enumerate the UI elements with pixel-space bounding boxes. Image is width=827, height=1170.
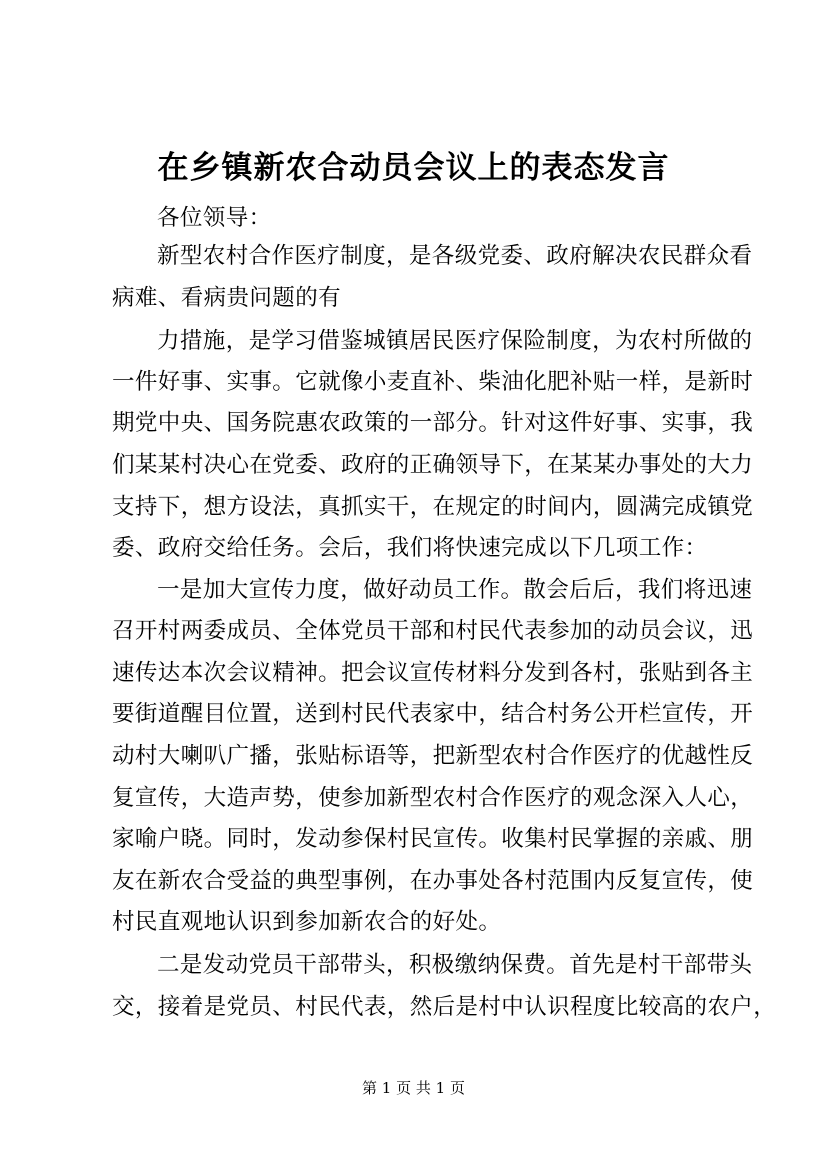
paragraph-line: 友在新农合受益的典型事例，在办事处各村范围内反复宣传，使	[112, 868, 754, 894]
paragraph-line: 一件好事、实事。它就像小麦直补、柴油化肥补贴一样，是新时	[112, 369, 754, 395]
page-footer: 第 1 页 共 1 页	[362, 1079, 465, 1097]
paragraph-line: 复宣传，大造声势，使参加新型农村合作医疗的观念深入人心，	[112, 785, 754, 811]
paragraph-line: 委、政府交给任务。会后，我们将快速完成以下几项工作：	[112, 535, 708, 561]
paragraph-line: 们某某村决心在党委、政府的正确领导下，在某某办事处的大力	[112, 452, 754, 478]
paragraph-line: 病难、看病贵问题的有	[112, 285, 342, 311]
paragraph-line: 速传达本次会议精神。把会议宣传材料分发到各村，张贴到各主	[112, 660, 754, 686]
paragraph-line: 交，接着是党员、村民代表，然后是村中认识程度比较高的农户，	[112, 994, 777, 1020]
salutation: 各位领导：	[157, 205, 272, 231]
paragraph-line: 动村大喇叭广播，张贴标语等，把新型农村合作医疗的优越性反	[112, 743, 754, 769]
paragraph-line: 村民直观地认识到参加新农合的好处。	[112, 909, 502, 935]
paragraph-line: 二是发动党员干部带头，积极缴纳保费。首先是村干部带头	[157, 952, 753, 978]
paragraph-line: 召开村两委成员、全体党员干部和村民代表参加的动员会议，迅	[112, 618, 754, 644]
paragraph-line: 家喻户晓。同时，发动参保村民宣传。收集村民掌握的亲戚、朋	[112, 826, 754, 852]
paragraph-line: 一是加大宣传力度，做好动员工作。散会后后，我们将迅速	[157, 577, 753, 603]
paragraph-line: 力措施，是学习借鉴城镇居民医疗保险制度，为农村所做的	[157, 328, 753, 354]
document-title: 在乡镇新农合动员会议上的表态发言	[157, 150, 670, 186]
paragraph-line: 新型农村合作医疗制度，是各级党委、政府解决农民群众看	[157, 243, 753, 269]
paragraph-line: 期党中央、国务院惠农政策的一部分。针对这件好事、实事，我	[112, 410, 754, 436]
paragraph-line: 要街道醒目位置，送到村民代表家中，结合村务公开栏宣传，开	[112, 701, 754, 727]
paragraph-line: 支持下，想方设法，真抓实干，在规定的时间内，圆满完成镇党	[112, 494, 754, 520]
